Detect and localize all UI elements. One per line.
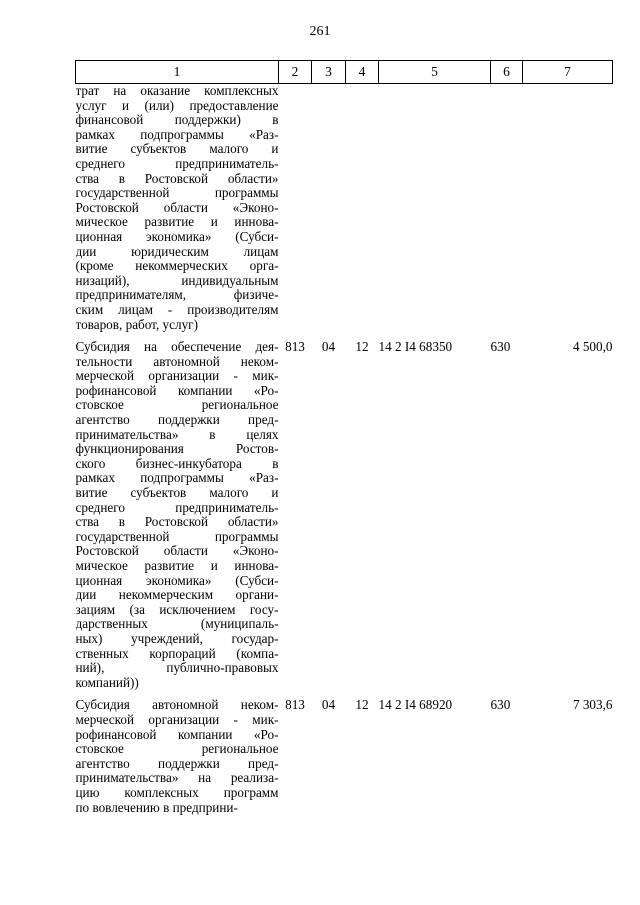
description-line: цию комплексных программ <box>75 785 279 800</box>
description-line: стовское региональное <box>75 398 279 413</box>
description-cell <box>76 340 279 690</box>
description-line: мическое развитие и иннова- <box>75 559 279 573</box>
description-line: дарственных (муниципаль- <box>75 617 279 632</box>
budget-table <box>75 60 613 815</box>
description-line: витие субъектов малого и <box>75 142 279 157</box>
description-line: ционная экономика» (Субси- <box>75 229 279 244</box>
amount-cell: 4 500,0 <box>572 339 613 355</box>
description-line: по вовлечению в предприни- <box>75 800 238 815</box>
description-line: среднего предприниматель- <box>75 156 279 171</box>
description-line: зациям (за исключением госу- <box>75 602 279 617</box>
subsection-code-cell: 12 <box>355 339 369 355</box>
subsection-code-cell: 12 <box>355 697 369 713</box>
description-line: (кроме некоммерческих орга- <box>75 259 279 274</box>
description-line: ского бизнес-инкубатора в <box>75 456 279 471</box>
description-line: рофинансовой компании «Ро- <box>75 727 279 742</box>
description-line: ственных корпораций (компа- <box>75 646 279 661</box>
description-line: агентство поддержки пред- <box>75 413 279 428</box>
expense-type-cell: 630 <box>490 697 511 713</box>
description-line: компаний)) <box>75 675 139 690</box>
section-code-cell <box>312 84 346 333</box>
header-col-4: 4 <box>346 61 379 84</box>
section-code-cell: 04 <box>321 697 336 713</box>
description-line: Ростовской области «Эконо- <box>75 544 279 559</box>
description-line: принимательства» в целях <box>75 427 279 442</box>
description-line: мерческой организации - мик- <box>75 369 279 384</box>
page-number: 261 <box>309 24 331 39</box>
description-line: функционирования Ростов- <box>75 442 279 457</box>
amount-cell: 7 303,6 <box>572 697 613 713</box>
header-col-2: 2 <box>279 61 312 84</box>
description-line: трат на оказание комплексных <box>75 84 279 98</box>
target-article-cell <box>379 84 491 333</box>
description-line: ским лицам - производителям <box>75 302 279 317</box>
description-line: Субсидия автономной неком- <box>75 698 279 713</box>
description-line: услуг и (или) предоставление <box>75 98 279 113</box>
description-line: ства в Ростовской области» <box>75 515 279 530</box>
description-line: государственной программы <box>75 529 279 544</box>
description-line: финансовой поддержки) в <box>75 113 279 128</box>
table-row <box>76 698 613 815</box>
subsection-code-cell <box>346 84 379 333</box>
description-line: среднего предприниматель- <box>75 500 279 515</box>
description-line: стовское региональное <box>75 742 279 757</box>
table-row <box>76 340 613 690</box>
description-cell <box>76 84 279 333</box>
ministry-code-cell: 813 <box>285 339 305 355</box>
header-col-6: 6 <box>491 61 523 84</box>
header-col-1: 1 <box>76 61 279 84</box>
header-row <box>76 61 613 84</box>
description-line: принимательства» на реализа- <box>75 771 279 786</box>
target-article-cell: 14 2 I4 68920 <box>378 697 453 713</box>
header-col-5: 5 <box>379 61 491 84</box>
description-line: Ростовской области «Эконо- <box>75 200 279 215</box>
description-line: дии юридическим лицам <box>75 244 279 259</box>
description-line: ний), публично-правовых <box>75 661 279 676</box>
description-line: государственной программы <box>75 186 279 201</box>
description-line: рофинансовой компании «Ро- <box>75 383 279 398</box>
ministry-code-cell: 813 <box>285 697 305 713</box>
description-line: товаров, работ, услуг) <box>75 317 198 332</box>
description-line: мическое развитие и иннова- <box>75 215 279 230</box>
row-spacer <box>76 332 613 340</box>
description-line: предпринимателям, физиче- <box>75 288 279 303</box>
description-line: агентство поддержки пред- <box>75 756 279 771</box>
ministry-code-cell <box>279 84 312 333</box>
description-line: низаций), индивидуальным <box>75 273 279 288</box>
expense-type-cell: 630 <box>490 339 511 355</box>
description-line: ства в Ростовской области» <box>75 171 279 186</box>
row-spacer <box>76 690 613 698</box>
amount-cell <box>523 84 613 333</box>
description-line: рамках подпрограммы «Раз- <box>75 127 279 142</box>
description-line: ционная экономика» (Субси- <box>75 573 279 588</box>
target-article-cell: 14 2 I4 68350 <box>378 339 453 355</box>
description-line: дии некоммерческим органи- <box>75 588 279 603</box>
description-line: мерческой организации - мик- <box>75 712 279 727</box>
section-code-cell: 04 <box>321 339 336 355</box>
expense-type-cell <box>491 84 523 333</box>
description-cell <box>76 698 279 815</box>
description-line: витие субъектов малого и <box>75 486 279 501</box>
header-col-7: 7 <box>523 61 613 84</box>
description-line: Субсидия на обеспечение дея- <box>75 340 279 355</box>
header-col-3: 3 <box>312 61 346 84</box>
description-line: рамках подпрограммы «Раз- <box>75 471 279 486</box>
description-line: тельности автономной неком- <box>75 354 279 369</box>
description-line: ных) учреждений, государ- <box>75 631 279 646</box>
table-row <box>76 84 613 333</box>
